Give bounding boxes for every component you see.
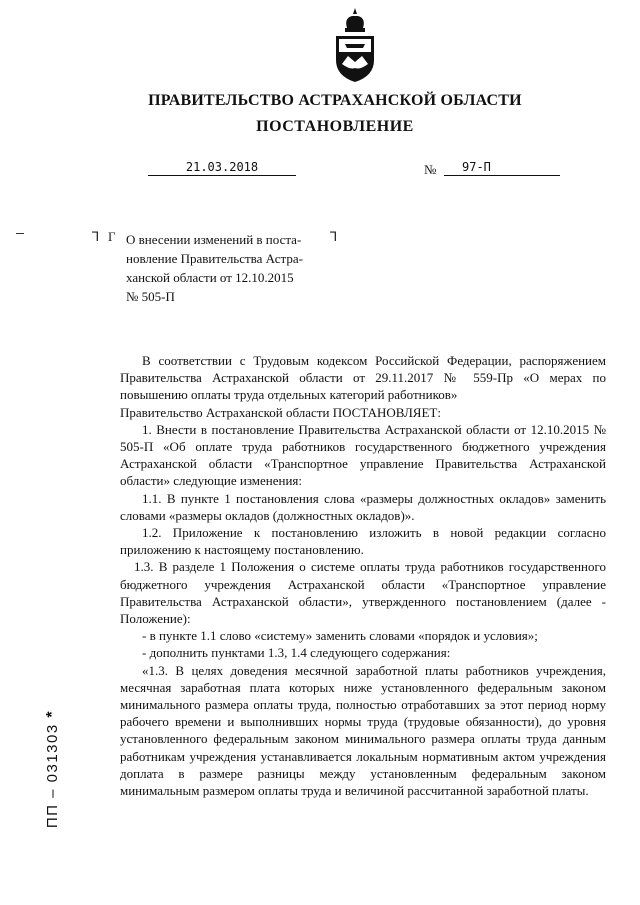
- subject-line: № 505-П: [126, 289, 175, 304]
- subject-bracket-right: ⅂: [330, 229, 338, 244]
- subject-line: О внесении изменений в поста-: [126, 232, 302, 247]
- coat-of-arms-emblem: [330, 6, 380, 84]
- document-body: [120, 352, 606, 799]
- body-paragraph: - дополнить пунктами 1.3, 1.4 следующего содержания:: [142, 645, 451, 661]
- document-date: 21.03.2018: [148, 160, 296, 176]
- number-sign: №: [424, 162, 437, 177]
- document-subject: [126, 230, 336, 306]
- subject-line: ханской области от 12.10.2015: [126, 270, 294, 285]
- subject-line: новление Правительства Астра-: [126, 251, 303, 266]
- body-paragraph: Правительство Астраханской области ПОСТАНОВЛЯЕТ:: [120, 404, 441, 420]
- document-number: 97-П: [444, 160, 560, 176]
- serial-asterisk: *: [44, 709, 61, 718]
- body-paragraph: - в пункте 1.1 слово «систему» заменить словами «порядок и условия»;: [142, 628, 538, 644]
- serial-number: 031303: [44, 723, 61, 783]
- subject-bracket-left-inner: Γ: [108, 229, 116, 244]
- body-paragraph: «1.3. В целях доведения месячной заработной платы работников учреждения, месячная заработная плата которых ниже установленного федеральным законом минимального размера оплаты труда, полностью отработавших за этот период норму рабочего времени и выполнивших нормы труда (трудовые обязанности), до уровня установленного федеральным законом минимального размера оплаты труда данным работникам учреждения устанавливается локальным нормативным актом учреждения доплата в размере разницы между установленным федеральным законом минимальным размером оплаты труда и величиной рассчитанной заработной платы.: [120, 662, 606, 799]
- body-paragraph: 1. Внести в постановление Правительства Астраханской области от 12.10.2015 № 505-П «Об оплате труда работников государственного бюджетного учреждения Астраханской области «Транспортное управление Правительства Астраханской области» следующие изменения:: [120, 421, 606, 489]
- side-serial-number: [44, 694, 62, 844]
- body-paragraph: 1.1. В пункте 1 постановления слова «размеры должностных окладов» заменить словами «размеры окладов (должностных окладов)».: [120, 490, 606, 523]
- margin-tick-mark: [16, 233, 24, 234]
- government-title: ПРАВИТЕЛЬСТВО АСТРАХАНСКОЙ ОБЛАСТИ: [148, 92, 522, 109]
- body-paragraph: 1.2. Приложение к постановлению изложить в новой редакции согласно приложению к настоящему постановлению.: [120, 525, 606, 558]
- serial-separator: –: [44, 788, 61, 798]
- body-paragraph: 1.3. В разделе 1 Положения о системе оплаты труда работников государственного бюджетного учреждения Астраханской области «Транспортное управление Правительства Астраханской области», утвержденного постановлением (далее - Положение):: [120, 559, 606, 627]
- body-paragraph: В соответствии с Трудовым кодексом Российской Федерации, распоряжением Правительства Астраханской области от 29.11.2017 № 559-Пр «О мерах по повышению оплаты труда отдельных категорий работников»: [120, 353, 606, 403]
- document-type-title: ПОСТАНОВЛЕНИЕ: [256, 118, 414, 135]
- subject-bracket-left: ⅂: [92, 229, 100, 244]
- serial-prefix: ПП: [44, 803, 61, 829]
